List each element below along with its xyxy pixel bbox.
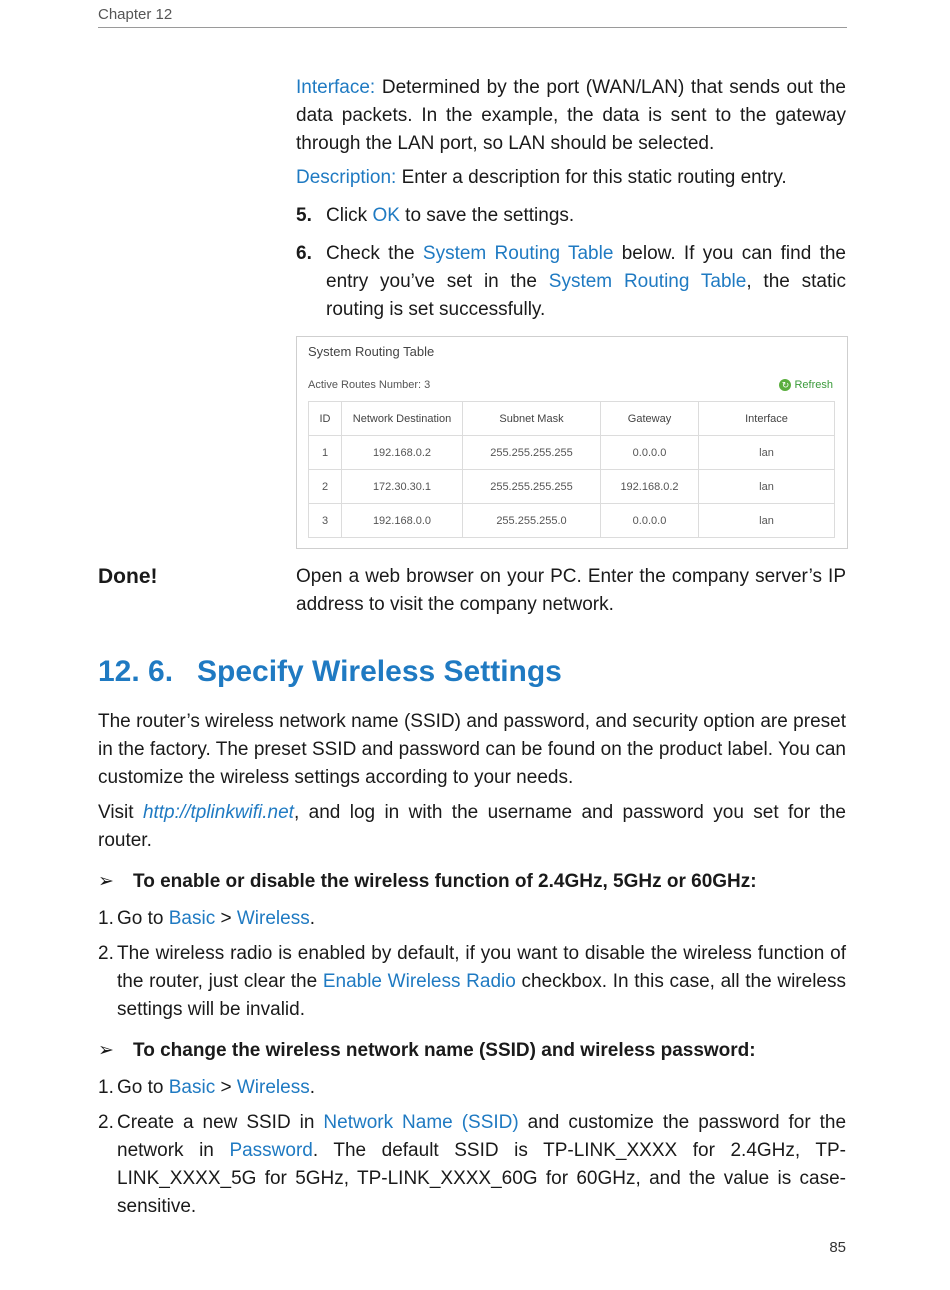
basic-link[interactable]: Basic (168, 908, 216, 929)
intro-paragraph: The router’s wireless network name (SSID) and password, and security option are preset in the factory. The preset SSID and password can be found on the product label. You can customize the wireless settings according to your needs. (98, 711, 846, 788)
routing-table-title: System Routing Table (308, 344, 435, 359)
table-row (309, 436, 835, 470)
header-rule (98, 27, 847, 28)
cell-destination: 172.30.30.1 (342, 470, 463, 504)
item-post: . (309, 908, 315, 929)
chapter-label: Chapter 12 (98, 6, 173, 23)
enable-wireless-radio-link[interactable]: Enable Wireless Radio (322, 971, 516, 992)
bullet-heading-text: To enable or disable the wireless function of 2.4GHz, 5GHz or 60GHz: (133, 871, 757, 892)
item-mid: and customize the password for the network in (117, 1112, 847, 1161)
cell-subnet: 255.255.255.255 (463, 436, 601, 470)
basic-link[interactable]: Basic (168, 1077, 216, 1098)
visit-post: , and log in with the username and password you set for the router. (98, 802, 846, 851)
cell-id: 2 (309, 470, 342, 504)
column-header-subnet: Subnet Mask (463, 402, 601, 436)
cell-destination: 192.168.0.2 (342, 436, 463, 470)
done-label: Done! (98, 565, 158, 588)
cell-id: 1 (309, 436, 342, 470)
item-post: checkbox. In this case, all the wireless settings will be invalid. (117, 971, 846, 1020)
section-heading (98, 655, 562, 689)
column-header-id: ID (309, 402, 342, 436)
description-text: Enter a description for this static routing entry. (396, 167, 787, 188)
column-header-interface: Interface (699, 402, 835, 436)
list-item (98, 1109, 846, 1221)
description-paragraph (296, 164, 846, 192)
routing-table (308, 401, 835, 538)
refresh-button[interactable] (779, 379, 833, 391)
list-item (98, 1074, 846, 1102)
cell-subnet: 255.255.255.0 (463, 504, 601, 538)
bullet-heading-text: To change the wireless network name (SSID) and wireless password: (133, 1040, 756, 1061)
list-item (98, 940, 846, 1024)
column-header-destination: Network Destination (342, 402, 463, 436)
item-post: . The default SSID is TP-LINK_XXXX for 2.4GHz, TP-LINK_XXXX_5G for 5GHz, TP-LINK_XXXX_60G for 60GHz, and the value is case-sensitive. (117, 1140, 846, 1217)
list-number: 2. (98, 1112, 114, 1133)
table-header-row (309, 402, 835, 436)
item-sep: > (215, 1077, 237, 1098)
cell-id: 3 (309, 504, 342, 538)
refresh-label: Refresh (794, 379, 833, 391)
interface-paragraph (296, 74, 846, 158)
item-pre: Create a new SSID in (117, 1112, 324, 1133)
list-number: 1. (98, 908, 114, 929)
arrow-icon: ➢ (98, 1040, 114, 1061)
step-5-pre: Click (326, 205, 373, 226)
section-title: Specify Wireless Settings (197, 655, 562, 688)
cell-gateway: 0.0.0.0 (601, 504, 699, 538)
item-sep: > (215, 908, 237, 929)
cell-gateway: 0.0.0.0 (601, 436, 699, 470)
table-row (309, 470, 835, 504)
routing-table-panel (296, 336, 848, 549)
list-number: 2. (98, 943, 114, 964)
list-item (98, 905, 846, 933)
network-name-ssid-link[interactable]: Network Name (SSID) (323, 1112, 519, 1133)
list-number: 1. (98, 1077, 114, 1098)
step-5-number: 5. (296, 205, 312, 226)
arrow-icon: ➢ (98, 871, 114, 892)
step-6-pre: Check the (326, 243, 423, 264)
item-pre: Go to (117, 1077, 169, 1098)
step-6-number: 6. (296, 243, 312, 264)
cell-interface: lan (699, 504, 835, 538)
description-label: Description: (296, 167, 397, 188)
ok-link[interactable]: OK (372, 205, 400, 226)
visit-pre: Visit (98, 802, 143, 823)
page-number: 85 (829, 1239, 846, 1256)
visit-paragraph (98, 799, 846, 855)
bullet-heading-change-ssid (98, 1039, 756, 1062)
item-pre: The wireless radio is enabled by default, if you want to disable the wireless function of the router, just clear the (117, 943, 846, 992)
step-6-mid: below. If you can find the entry you’ve set in the (326, 243, 846, 292)
system-routing-table-link-2[interactable]: System Routing Table (548, 271, 747, 292)
cell-destination: 192.168.0.0 (342, 504, 463, 538)
item-pre: Go to (117, 908, 169, 929)
cell-interface: lan (699, 470, 835, 504)
wireless-link[interactable]: Wireless (236, 908, 310, 929)
table-row (309, 504, 835, 538)
done-text: Open a web browser on your PC. Enter the company server’s IP address to visit the company network. (296, 566, 846, 615)
column-header-gateway: Gateway (601, 402, 699, 436)
interface-label: Interface: (296, 77, 376, 98)
step-6-text (326, 240, 846, 324)
active-routes-count: Active Routes Number: 3 (308, 379, 431, 391)
cell-interface: lan (699, 436, 835, 470)
cell-gateway: 192.168.0.2 (601, 470, 699, 504)
section-number: 12. 6. (98, 655, 174, 688)
refresh-icon: ↻ (779, 379, 791, 391)
wireless-link[interactable]: Wireless (236, 1077, 310, 1098)
tplinkwifi-link[interactable]: http://tplinkwifi.net (142, 802, 294, 823)
item-post: . (309, 1077, 315, 1098)
interface-text: Determined by the port (WAN/LAN) that sends out the data packets. In the example, the data is sent to the gateway through the LAN port, so LAN should be selected. (296, 77, 846, 154)
bullet-heading-enable-wireless (98, 870, 757, 893)
step-6-post: , the static routing is set successfully. (326, 271, 846, 320)
password-link[interactable]: Password (229, 1140, 313, 1161)
cell-subnet: 255.255.255.255 (463, 470, 601, 504)
system-routing-table-link-1[interactable]: System Routing Table (422, 243, 614, 264)
step-5-post: to save the settings. (399, 205, 575, 226)
step-5-text (326, 202, 846, 230)
